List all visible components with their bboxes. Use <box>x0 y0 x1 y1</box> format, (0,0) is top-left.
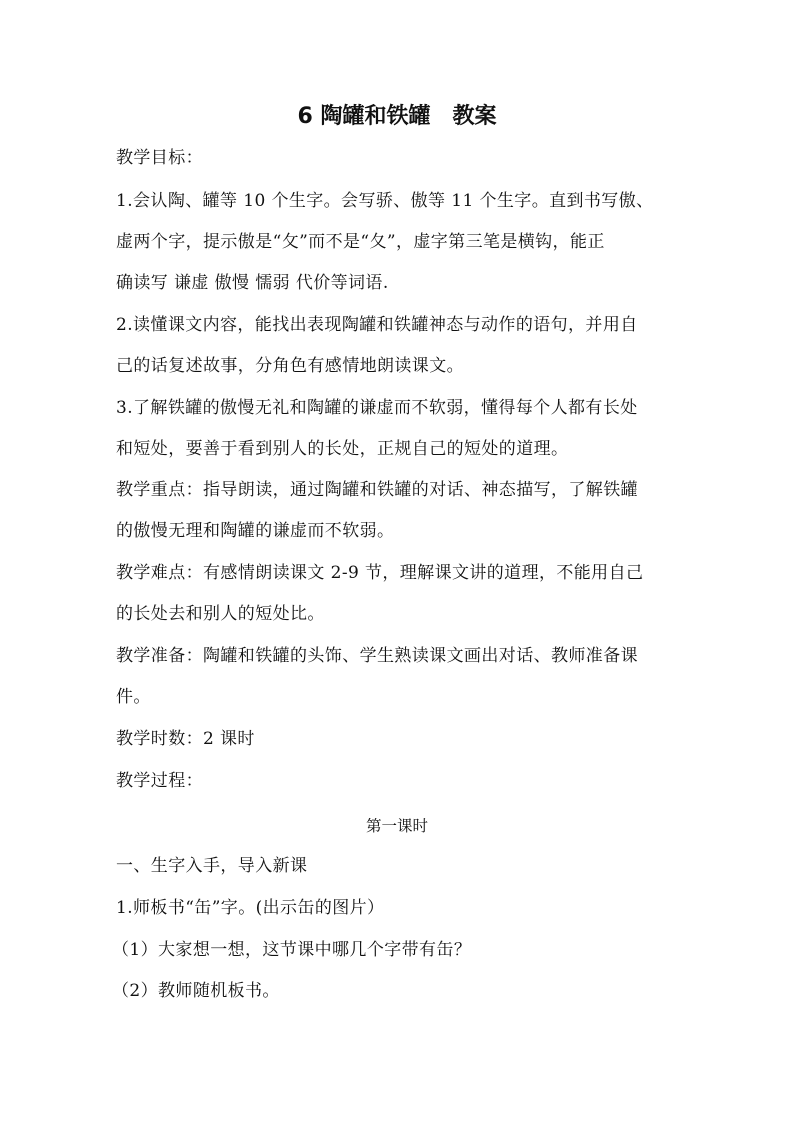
objective-1-line-2: 虚两个字，提示傲是“攵”而不是“夂”，虚字第三笔是横钩，能正 <box>116 232 605 252</box>
step-1: 1.师板书“缶”字。(出示缶的图片） <box>116 898 385 918</box>
difficult-points-line-2: 的长处去和别人的短处比。 <box>116 604 325 624</box>
preparation-line-2: 件。 <box>116 687 151 707</box>
teaching-hours: 教学时数：2 课时 <box>116 729 255 749</box>
key-points-line-1: 教学重点：指导朗读，通过陶罐和铁罐的对话、神态描写，了解铁罐 <box>116 480 638 500</box>
step-1-sub-1: （1）大家想一想，这节课中哪几个字带有缶？ <box>112 940 472 960</box>
objective-2-line-2: 己的话复述故事，分角色有感情地朗读课文。 <box>116 356 464 376</box>
process-heading: 教学过程： <box>116 771 203 791</box>
objective-1-line-1: 1.会认陶、罐等 10 个生字。会写骄、傲等 11 个生字。直到书写傲、 <box>116 191 654 211</box>
objective-1-line-3: 确读写 谦虚 傲慢 懦弱 代价等词语. <box>116 273 389 293</box>
document-title: 6 陶罐和铁罐 教案 <box>297 104 497 129</box>
section-1-heading: 一、生字入手，导入新课 <box>116 856 308 876</box>
objective-3-line-1: 3.了解铁罐的傲慢无礼和陶罐的谦虚而不软弱，懂得每个人都有长处 <box>116 398 638 418</box>
objectives-heading: 教学目标： <box>116 148 203 168</box>
objective-2-line-1: 2.读懂课文内容，能找出表现陶罐和铁罐神态与动作的语句，并用自 <box>116 315 638 335</box>
key-points-line-2: 的傲慢无理和陶罐的谦虚而不软弱。 <box>116 521 395 541</box>
preparation-line-1: 教学准备：陶罐和铁罐的头饰、学生熟读课文画出对话、教师准备课 <box>116 646 638 666</box>
step-1-sub-2: （2）教师随机板书。 <box>112 981 280 1001</box>
lesson-heading: 第一课时 <box>365 817 428 835</box>
objective-3-line-2: 和短处，要善于看到别人的长处，正规自己的短处的道理。 <box>116 439 569 459</box>
difficult-points-line-1: 教学难点：有感情朗读课文 2-9 节，理解课文讲的道理，不能用自己 <box>116 563 644 583</box>
